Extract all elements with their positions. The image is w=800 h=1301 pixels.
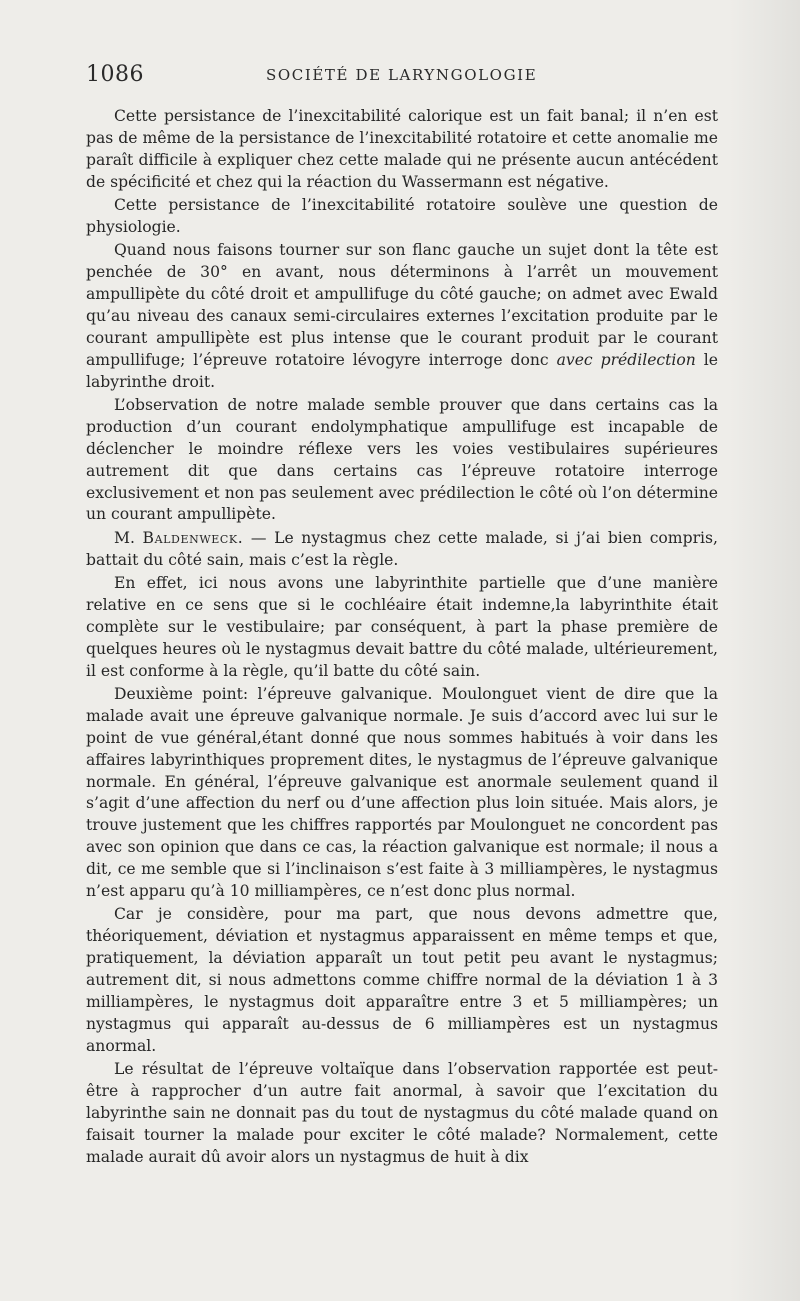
paragraph: Car je considère, pour ma part, que nous devons admettre que, théoriquement, déviation et nystagmus apparaissent en même temps et que, pratiquement, la déviation apparaît un tout petit peu avant le nystagmus; autrement dit, si nous admettons comme chiffre normal de la déviation 1 à 3 milliampères, le nystagmus doit apparaître entre 3 et 5 milliampères; un nystagmus qui apparaît au-dessus de 6 milliampères est un nystagmus anormal. [86,905,718,1055]
body-text [86,106,718,1170]
paragraph [86,528,718,572]
italic-phrase: avec prédilection [556,350,696,369]
paragraph: Deuxième point: l’épreuve galvanique. Moulonguet vient de dire que la malade avait une épreuve galvanique normale. Je suis d’accord avec lui sur le point de vue général,étant donné que nous sommes habitués à voir dans les affaires labyrinthiques proprement dites, le nystagmus de l’épreuve galvanique normale. En général, l’épreuve galvanique est anormale seulement quand il s’agit d’une affection du nerf ou d’une affection plus loin située. Mais alors, je trouve justement que les chiffres rapportés par Moulonguet ne concordent pas avec son opinion que dans ce cas, la réaction galvanique est normale; il nous a dit, ce me semble que si l’inclinaison s’est faite à 3 milliampères, le nystagmus n’est apparu qu’à 10 milliampères, ce n’est donc plus normal. [86,684,718,901]
paragraph [86,240,718,393]
paragraph: L’observation de notre malade semble prouver que dans certains cas la production d’un courant endolymphatique ampullifuge est incapable de déclencher le moindre réflexe vers les voies vestibulaires supérieures autrement dit que dans certains cas l’épreuve rotatoire interroge exclusivement et non pas seulement avec prédilection le côté où l’on détermine un courant ampullipète. [86,395,718,524]
speaker-name: Baldenweck. [142,528,244,547]
page-number: 1086 [86,62,144,87]
page-header [86,62,718,90]
speaker-prefix: M. [114,528,143,547]
running-title: SOCIÉTÉ DE LARYNGOLOGIE [266,66,538,84]
paragraph-text: — Le nystagmus chez cette malade, si j’ai bien compris, battait du côté sain, mais c’est la règle. [86,528,718,569]
paragraph: Le résultat de l’épreuve voltaïque dans l’observation rapportée est peut-être à rapprocher d’un autre fait anormal, à savoir que l’excitation du labyrinthe sain ne donnait pas du tout de nystagmus du côté malade quand on faisait tourner la malade pour exciter le côté malade? Normalement, cette malade aurait dû avoir alors un nystagmus de huit à dix [86,1060,718,1166]
paragraph-text: le labyrinthe droit. [86,350,718,391]
paragraph-text: Quand nous faisons tourner sur son flanc gauche un sujet dont la tête est penchée de 30° en avant, nous déterminons à l’arrêt un mouvement ampullipète du côté droit et ampullifuge du côté gauche; on admet avec Ewald qu’au niveau des canaux semi-circulaires externes l’excitation produite par le courant ampullipète est plus intense que le courant produit par le courant ampullifuge; l’épreuve rotatoire lévogyre interroge donc [86,241,718,369]
paragraph: Cette persistance de l’inexcitabilité rotatoire soulève une question de physiologie. [86,196,718,236]
paragraph: Cette persistance de l’inexcitabilité calorique est un fait banal; il n’en est pas de même de la persistance de l’inexcitabilité rotatoire et cette anomalie me paraît difficile à expliquer chez cette malade qui ne présente aucun antécédent de spécificité et chez qui la réaction du Wassermann est négative. [86,107,718,191]
page-edge-shadow [730,0,800,1301]
paragraph: En effet, ici nous avons une labyrinthite partielle que d’une manière relative en ce sens que si le cochléaire était indemne,la labyrinthite était complète sur le vestibulaire; par conséquent, à part la phase première de quelques heures où le nystagmus devait battre du côté malade, ultérieurement, il est conforme à la règle, qu’il batte du côté sain. [86,573,718,680]
